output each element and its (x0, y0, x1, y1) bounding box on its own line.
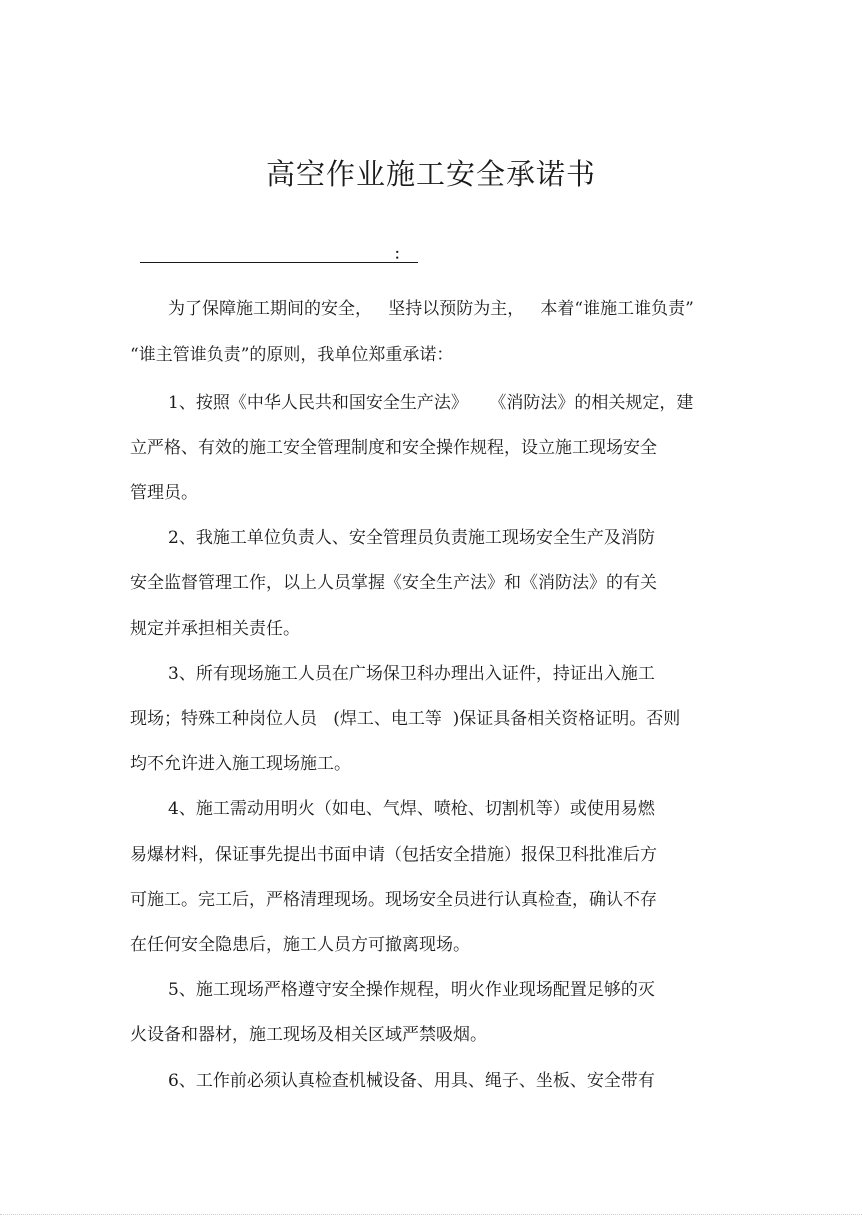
body-line: 4、施工需动用明火（如电、气焊、喷枪、切割机等）或使用易燃 (168, 799, 655, 819)
body-line: 规定并承担相关责任。 (130, 619, 300, 639)
body-line: 可施工。完工后，严格清理现场。现场安全员进行认真检查，确认不存 (130, 890, 657, 910)
body-line: 均不允许进入施工现场施工。 (130, 754, 351, 774)
body-line: 火设备和器材，施工现场及相关区域严禁吸烟。 (130, 1025, 487, 1045)
body-line: 易爆材料，保证事先提出书面申请（包括安全措施）报保卫科批准后方 (130, 845, 657, 865)
addressee-colon: ： (394, 247, 408, 263)
body-line: 3、所有现场施工人员在广场保卫科办理出入证件，持证出入施工 (168, 664, 655, 684)
body-line: 5、施工现场严格遵守安全操作规程，明火作业现场配置足够的灭 (168, 980, 655, 1000)
body-line: 在任何安全隐患后，施工人员方可撤离现场。 (130, 935, 470, 955)
body-line: 管理员。 (130, 483, 198, 503)
body-line: 安全监督管理工作，以上人员掌握《安全生产法》和《消防法》的有关 (130, 573, 657, 593)
page-bottom-border (0, 1214, 862, 1215)
addressee-blank-line (140, 242, 418, 263)
body-line: 为了保障施工期间的安全， 坚持以预防为主， 本着“谁施工谁负责” (168, 299, 694, 319)
body-line: 6、工作前必须认真检查机械设备、用具、绳子、坐板、安全带有 (168, 1071, 655, 1091)
body-line: 1、按照《中华人民共和国安全生产法》 《消防法》的相关规定，建 (168, 393, 694, 413)
document-title: 高空作业施工安全承诺书 (265, 157, 596, 191)
body-line: 2、我施工单位负责人、安全管理员负责施工现场安全生产及消防 (168, 528, 655, 548)
body-line: 现场；特殊工种岗位人员 (焊工、电工等 )保证具备相关资格证明。否则 (130, 709, 681, 729)
body-line: “谁主管谁负责”的原则，我单位郑重承诺： (130, 345, 454, 365)
body-line: 立严格、有效的施工安全管理制度和安全操作规程，设立施工现场安全 (130, 438, 657, 458)
